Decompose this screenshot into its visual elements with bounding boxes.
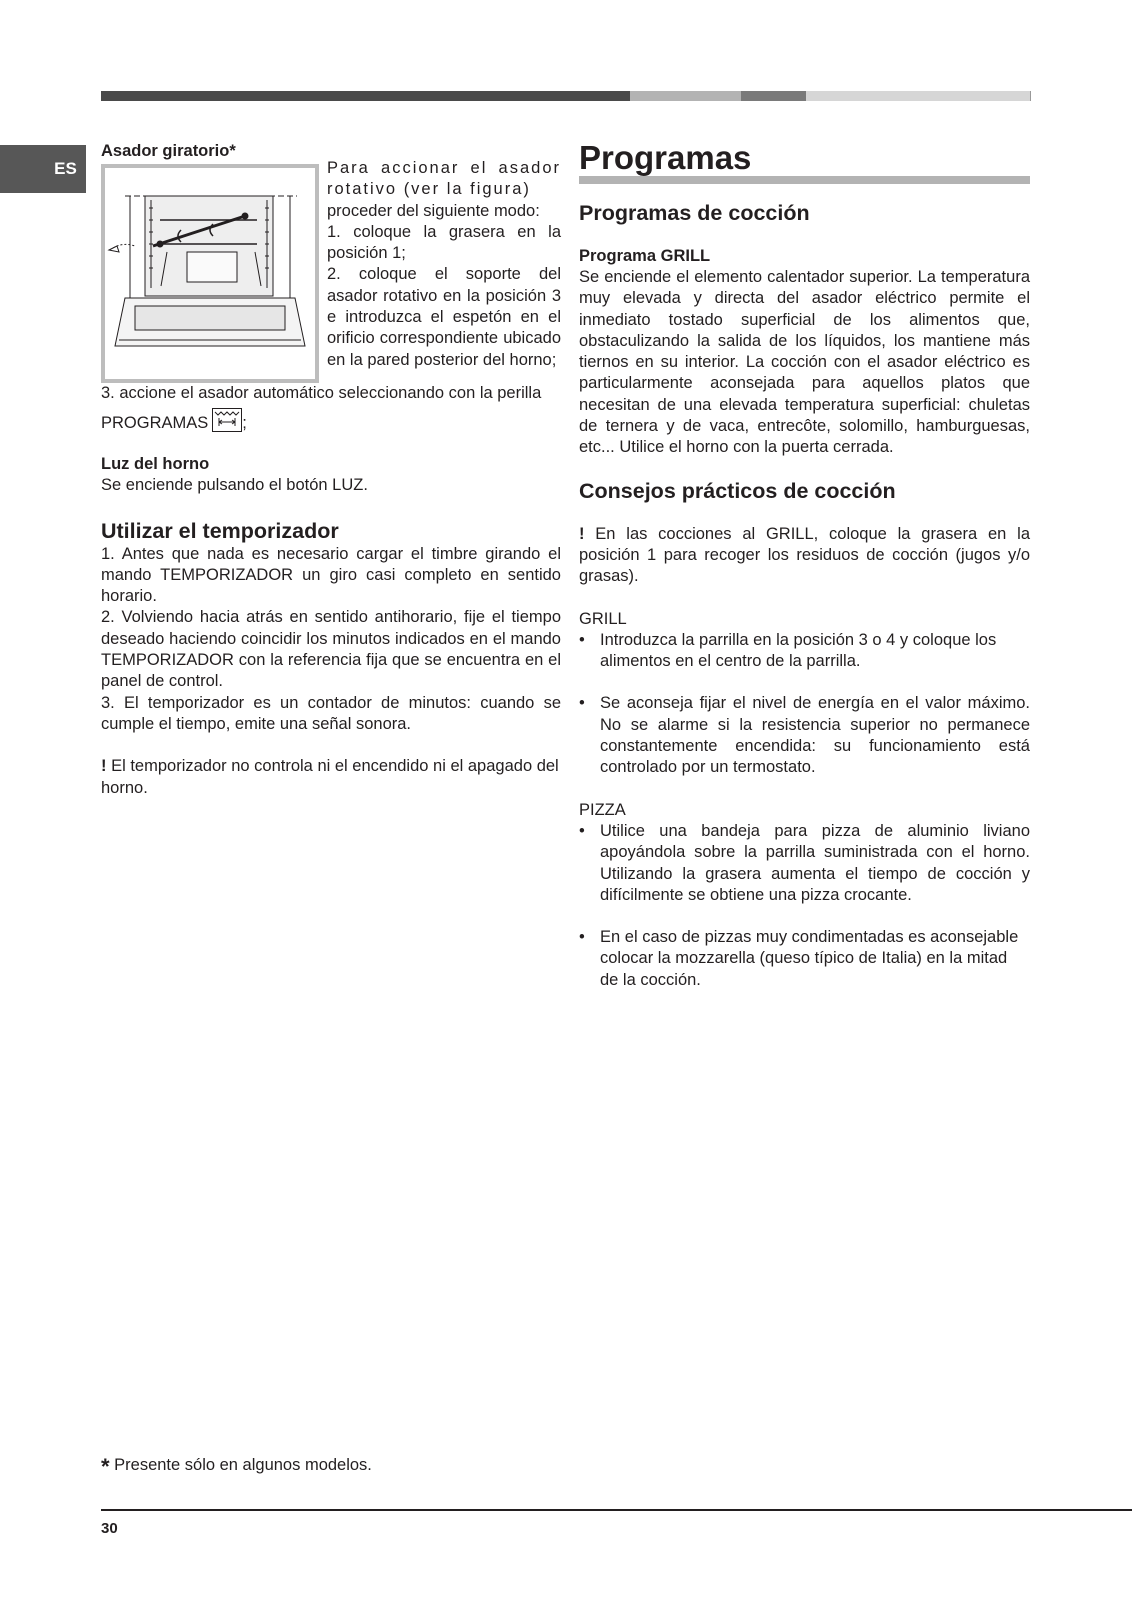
pizza-bullet-2-text: En el caso de pizzas muy condimentadas es aconsejable colocar la mozzarella (queso típico de Italia) en la mitad de la cocción.	[600, 928, 1019, 989]
temporizador-step-2: 2. Volviendo hacia atrás en sentido antihorario, fije el tiempo deseado haciendo coincidir los minutos indicados en el mando TEMPORIZADOR con la referencia fija que se encuentra en el panel de control.	[101, 608, 561, 691]
header-bar-segment-dark	[101, 91, 630, 101]
language-tab-label: ES	[54, 159, 77, 179]
header-bar-segment-pale	[806, 91, 1031, 101]
footer-rule	[101, 1509, 1132, 1511]
programas-end: ;	[242, 414, 247, 432]
footnote	[101, 1455, 372, 1477]
header-bar-segment-light	[630, 91, 741, 101]
luz-text: Se enciende pulsando el botón LUZ.	[101, 476, 368, 495]
pizza-bullet-2	[579, 927, 1030, 991]
grill-bullet-1-text: Introduzca la parrilla en la posición 3 o 4 y coloque los alimentos en el centro de la parrilla.	[600, 630, 997, 671]
temporizador-title: Utilizar el temporizador	[101, 518, 339, 543]
oven-rotisserie-illustration	[105, 168, 315, 379]
consejos-warning	[579, 524, 1030, 588]
oven-rotisserie-figure	[101, 164, 319, 383]
programas-word: PROGRAMAS	[101, 414, 209, 432]
temporizador-warning	[101, 756, 561, 799]
asador-line-1: proceder del siguiente modo:	[327, 201, 540, 220]
grill-bullet-1	[579, 630, 1030, 673]
temporizador-warning-text: El temporizador no controla ni el encendido ni el apagado del horno.	[101, 757, 559, 797]
programas-coccion-title: Programas de cocción	[579, 201, 810, 225]
header-color-bar	[101, 91, 1031, 101]
bullet-mark: •	[579, 630, 585, 649]
temporizador-step-3: 3. El temporizador es un contador de minutos: cuando se cumple el tiempo, emite una señal sonora.	[101, 693, 561, 733]
asador-step-3: 3. accione el asador automático seleccionando con la perilla	[101, 384, 542, 402]
footnote-text: Presente sólo en algunos modelos.	[109, 1456, 372, 1474]
bullet-mark: •	[579, 694, 585, 713]
consejos-warning-text: En las cocciones al GRILL, coloque la grasera en la posición 1 para recoger los residuos de cocción (jugos y/o grasas).	[579, 524, 1030, 586]
header-bar-segment-mid	[741, 91, 806, 101]
pizza-label: PIZZA	[579, 800, 626, 819]
right-column	[579, 140, 1030, 991]
page-title: Programas	[579, 140, 1030, 184]
bullet-mark: •	[579, 821, 585, 840]
rotisserie-symbol-icon	[213, 409, 241, 431]
page-number: 30	[101, 1520, 118, 1537]
pizza-bullet-1-text: Utilice una bandeja para pizza de aluminio liviano apoyándola sobre la parrilla suministrada con el horno. Utilizando la grasera aumenta el tiempo de cocción y difícilmente se obtiene una pizza crocante.	[600, 821, 1030, 904]
grill-bullet-2	[579, 693, 1030, 778]
rotisserie-program-icon	[212, 408, 242, 432]
asador-figure-row	[101, 159, 561, 383]
grill-label: GRILL	[579, 609, 627, 628]
consejos-title: Consejos prácticos de cocción	[579, 478, 896, 503]
language-tab	[0, 145, 86, 193]
programa-grill-title: Programa GRILL	[579, 247, 711, 265]
footnote-star: *	[101, 1454, 110, 1479]
programas-line	[101, 408, 561, 434]
programa-grill-text: Se enciende el elemento calentador superior. La temperatura muy elevada y directa del asador eléctrico permite el inmediato tostado superficial de los alimentos que, obstaculizando la salida de los líquidos, los mantiene más tiernos en su interior. La cocción con el asador eléctrico es particularmente aconsejada para aquellos platos que necesitan de una elevada temperatura superficial: chuletas de ternera y de vaca, entrecôte, solomillo, hamburguesas, etc... Utilice el horno con la puerta cerrada.	[579, 268, 1030, 457]
luz-title: Luz del horno	[101, 455, 210, 474]
pizza-bullet-1	[579, 821, 1030, 906]
asador-intro: Para accionar el asador rotativo (ver la figura)	[327, 159, 561, 199]
temporizador-step-1: 1. Antes que nada es necesario cargar el timbre girando el mando TEMPORIZADOR un giro casi completo en sentido horario.	[101, 544, 561, 606]
asador-line-3: 2. coloque el soporte del asador rotativo en la posición 3 e introduzca el espetón en el orificio correspondiente ubicado en la pared posterior del horno;	[327, 265, 561, 369]
consejos-warning-mark: !	[579, 524, 585, 543]
bullet-mark: •	[579, 928, 585, 947]
left-column	[101, 140, 561, 799]
asador-line-2: 1. coloque la grasera en la posición 1;	[327, 222, 561, 263]
asador-instructions	[327, 158, 561, 383]
asador-title: Asador giratorio*	[101, 142, 236, 160]
grill-bullet-2-text: Se aconseja fijar el nivel de energía en el valor máximo. No se alarme si la resistencia superior no permanece constantemente encendida: su funcionamiento está controlado por un termostato.	[600, 694, 1030, 777]
warning-mark: !	[101, 757, 107, 776]
